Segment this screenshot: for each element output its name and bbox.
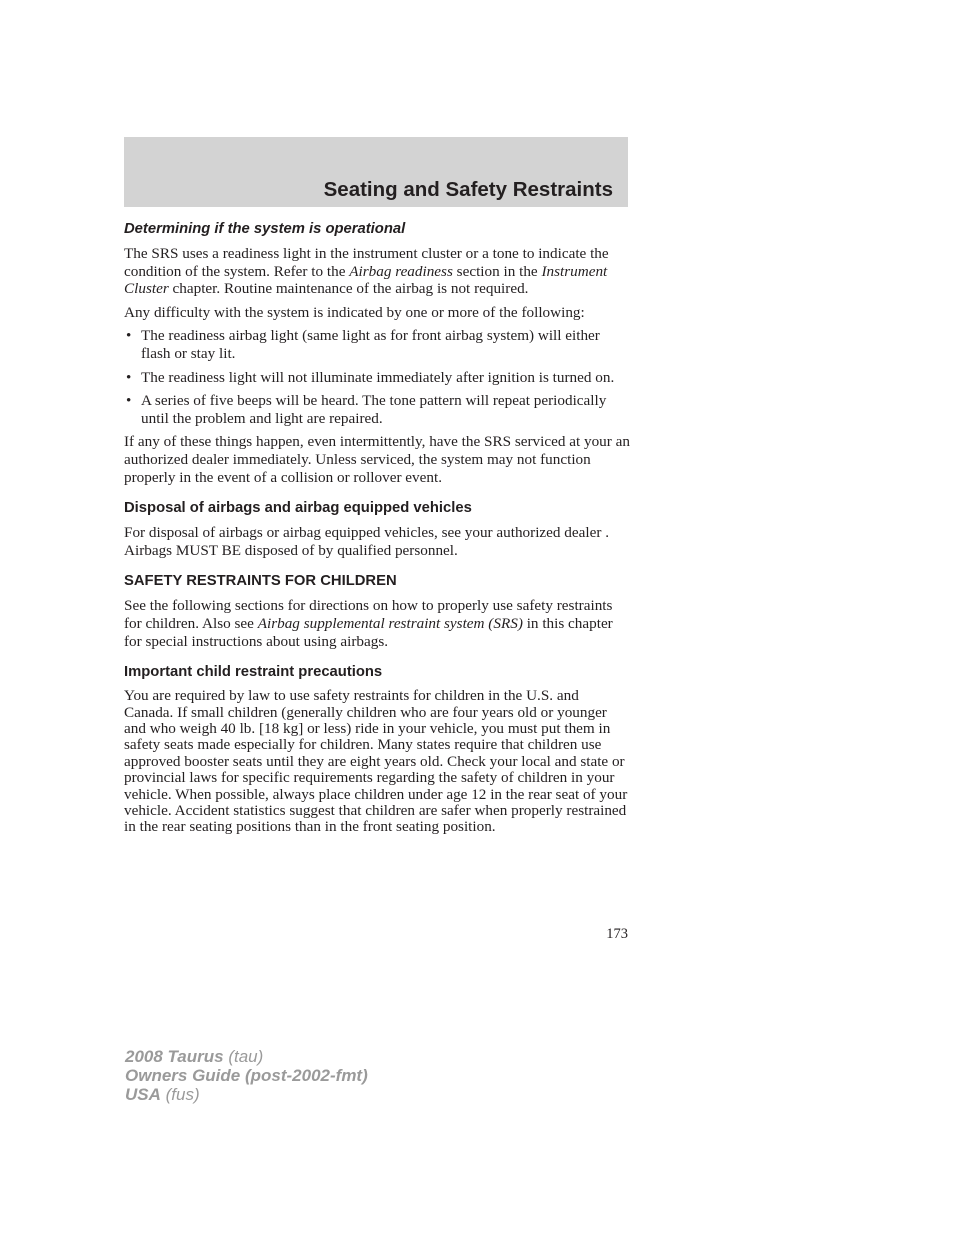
document-footer xyxy=(125,1047,368,1104)
paragraph-srs-readiness xyxy=(124,245,630,298)
ref-instrument-cluster: Instrument Cluster xyxy=(124,262,608,298)
heading-operational: Determining if the system is operational xyxy=(124,221,406,237)
list-item-text: The readiness airbag light (same light as for front airbag system) will either flash or stay lit. xyxy=(141,327,600,362)
ref-airbag-srs: Airbag supplemental restraint system (SRS) xyxy=(257,614,523,632)
paragraph-disposal: For disposal of airbags or airbag equipped vehicles, see your authorized dealer . Airbags MUST BE disposed of by qualified personnel. xyxy=(124,524,609,559)
list-item-text: The readiness light will not illuminate immediately after ignition is turned on. xyxy=(141,368,615,386)
text-run: section in the xyxy=(452,262,542,280)
footer-line-market xyxy=(125,1085,368,1104)
paragraph-child-restraints xyxy=(124,597,630,650)
heading-child-restraints: SAFETY RESTRAINTS FOR CHILDREN xyxy=(124,573,397,590)
bullet-list xyxy=(124,327,630,427)
text-run: See the following sections for directions on how to properly use safety restraints for children. Also see xyxy=(124,597,613,632)
footer-model-code: (tau) xyxy=(223,1047,264,1066)
text-run: The SRS uses a readiness light in the instrument cluster or a tone to indicate the condition of the system. Refer to the xyxy=(124,245,609,280)
paragraph-precautions: You are required by law to use safety restraints for children in the U.S. and Canada. If small children (generally children who are four years old or younger and who weigh 40 lb. [18 kg] or less) ride in your vehicle, you must put them in safety seats made especially for children. Many states require that children use approved booster seats until they are eight years old. Check your local and state or provincial laws for specific requirements regarding the safety of children in your vehicle. When possible, always place children under age 12 in the rear seat of your vehicle. Accident statistics suggest that children are safer when properly restrained in the rear seating positions than in the front seating position. xyxy=(124,687,628,836)
list-item xyxy=(124,369,630,387)
list-item xyxy=(124,392,630,427)
bullet-icon: • xyxy=(126,327,132,345)
text-run: chapter. Routine maintenance of the airbag is not required. xyxy=(168,280,529,298)
section-title: Seating and Safety Restraints xyxy=(323,178,613,201)
bullet-icon: • xyxy=(126,392,132,410)
footer-line-model xyxy=(125,1047,368,1066)
heading-disposal: Disposal of airbags and airbag equipped vehicles xyxy=(124,500,472,517)
section-header-band xyxy=(124,137,628,207)
footer-market-code: (fus) xyxy=(160,1085,200,1104)
text-run: in this chapter for special instructions about using airbags. xyxy=(124,614,613,650)
page-number: 173 xyxy=(606,926,628,942)
page-content xyxy=(124,220,630,842)
paragraph-service: If any of these things happen, even intermittently, have the SRS serviced at your an authorized dealer immediately. Unless serviced, the system may not function properly in the event of a collision or rollover event. xyxy=(124,433,630,486)
heading-precautions: Important child restraint precautions xyxy=(124,664,383,681)
footer-line-guide xyxy=(125,1066,368,1085)
paragraph-difficulty: Any difficulty with the system is indicated by one or more of the following: xyxy=(124,303,585,321)
ref-airbag-readiness: Airbag readiness xyxy=(349,262,453,280)
footer-market: USA xyxy=(125,1085,161,1104)
footer-model: 2008 Taurus xyxy=(125,1047,224,1066)
list-item-text: A series of five beeps will be heard. The tone pattern will repeat periodically until the problem and light are repaired. xyxy=(141,392,607,427)
bullet-icon: • xyxy=(126,368,132,386)
footer-guide: Owners Guide (post-2002-fmt) xyxy=(125,1066,368,1085)
list-item xyxy=(124,327,630,362)
